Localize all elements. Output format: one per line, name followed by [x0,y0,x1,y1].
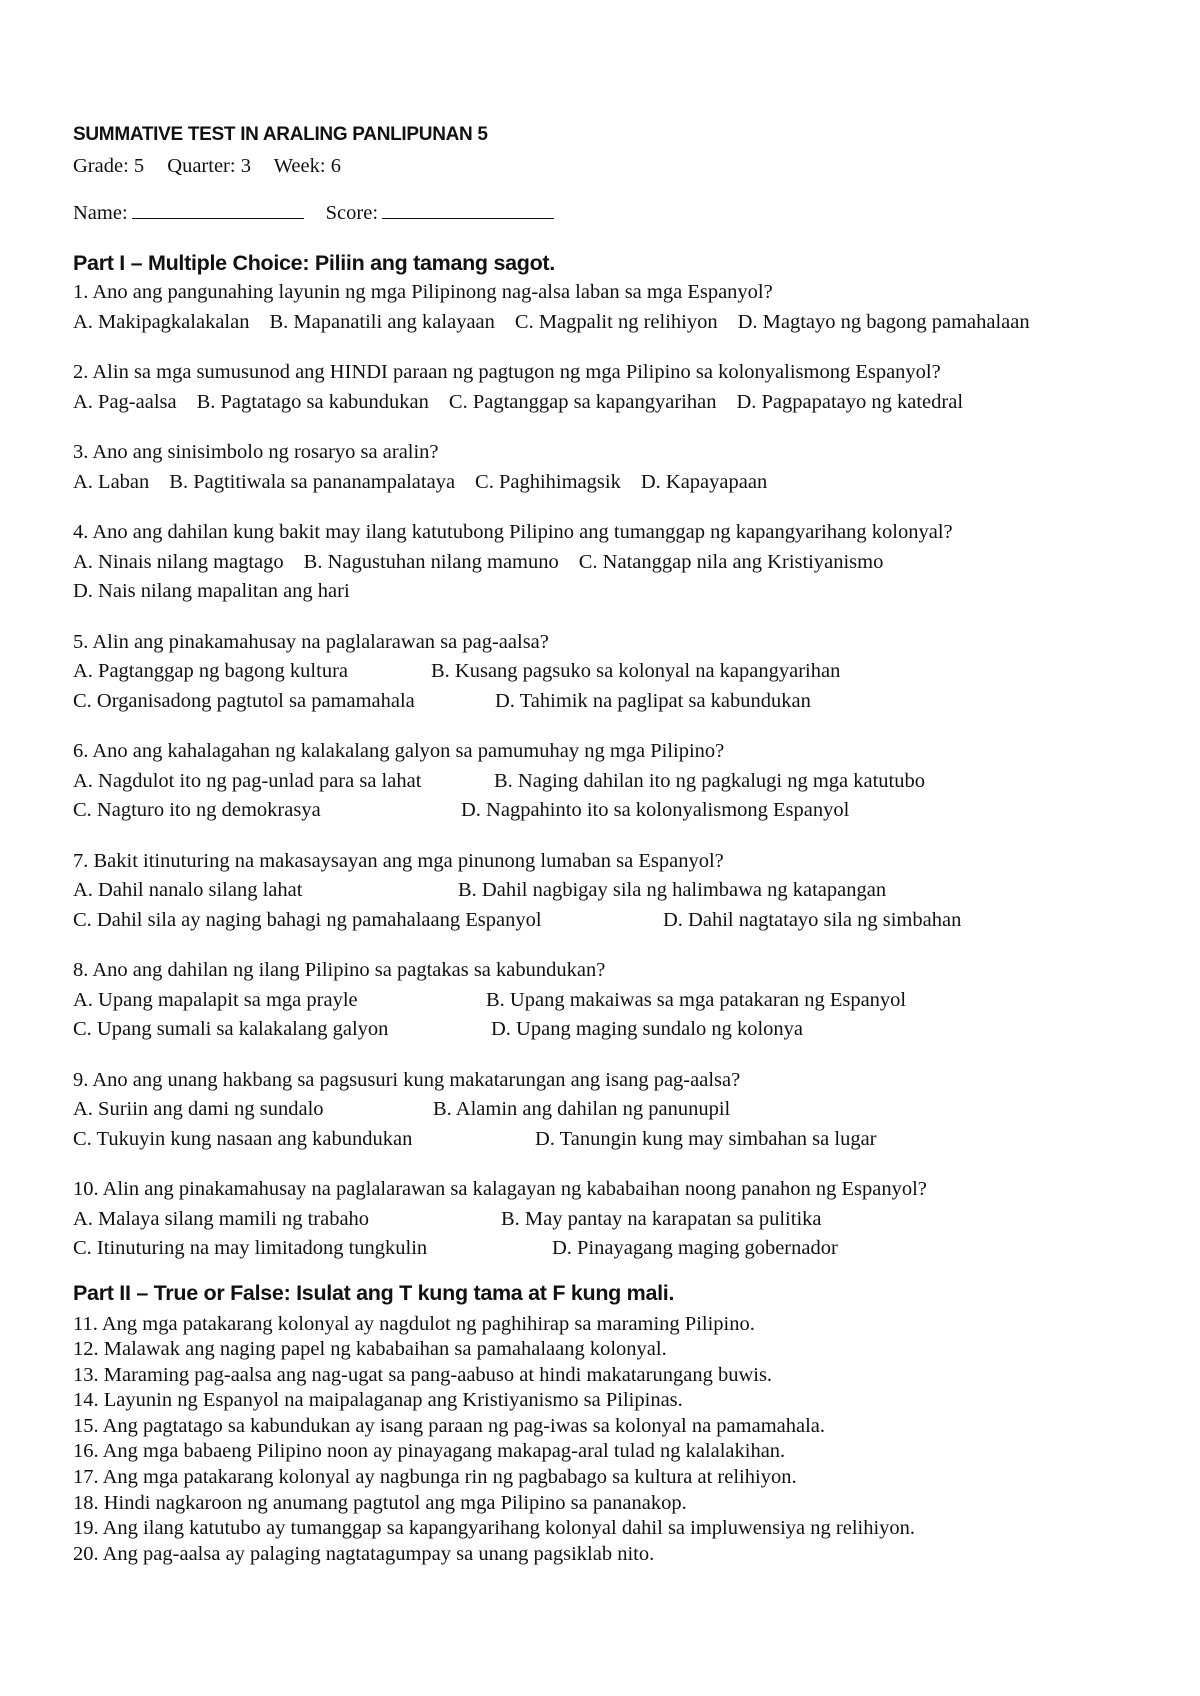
tf-item-19: 19. Ang ilang katutubo ay tumanggap sa kapangyarihang kolonyal dahil sa impluwensiya ng relihiyon. [73,1517,916,1540]
choice-a: A. Suriin ang dami ng sundalo [73,1098,324,1120]
test-title: SUMMATIVE TEST IN ARALING PANLIPUNAN 5 [73,124,488,145]
question-6 [73,737,1133,826]
question-text: 1. Ano ang pangunahing layunin ng mga Pilipinong nag-alsa laban sa mga Espanyol? [73,281,773,303]
choices-row-2 [73,1234,1133,1264]
question-5 [73,628,1133,717]
tf-item-11: 11. Ang mga patakarang kolonyal ay nagdulot ng paghihirap sa maraming Pilipino. [73,1312,755,1335]
choice-b: B. Alamin ang dahilan ng panunupil [433,1098,731,1120]
tf-item-15: 15. Ang pagtatago sa kabundukan ay isang paraan ng pag-iwas sa kolonyal na pamamahala. [73,1414,826,1437]
grade-label: Grade: 5 [73,155,145,177]
question-10 [73,1175,1133,1264]
question-2 [73,358,1133,417]
choice-a: A. Pag-aalsa [73,390,177,413]
choice-c: C. Nagturo ito ng demokrasya [73,799,321,821]
question-text: 5. Alin ang pinakamahusay na paglalarawan sa pag-aalsa? [73,630,549,653]
choice-b: B. Mapanatili ang kalayaan [269,310,495,333]
question-text: 8. Ano ang dahilan ng ilang Pilipino sa pagtakas sa kabundukan? [73,959,606,981]
choice-a: A. Laban [73,470,150,493]
choice-c: C. Itinuturing na may limitadong tungkulin [73,1237,428,1259]
multiple-choice-section [73,278,1133,1264]
choices [73,876,1133,906]
quarter-label: Quarter: 3 [167,155,251,177]
choice-a: A. Dahil nanalo silang lahat [73,879,303,901]
choice-b: B. Upang makaiwas sa mga patakaran ng Espanyol [486,988,907,1011]
choices [73,388,1133,418]
choices-row-2 [73,796,1133,826]
choice-c: C. Natanggap nila ang Kristiyanismo [578,550,884,573]
choice-d: D. Dahil nagtatayo sila ng simbahan [663,908,962,931]
choice-d: D. Pagpapatayo ng katedral [736,390,964,413]
tf-item-12: 12. Malawak ang naging papel ng kababaihan sa pamahalaang kolonyal. [73,1338,667,1361]
tf-item-13: 13. Maraming pag-aalsa ang nag-ugat sa pang-aabuso at hindi makatarungang buwis. [73,1363,773,1386]
choices [73,308,1133,338]
choice-c: C. Pagtanggap sa kapangyarihan [448,390,717,413]
choices-row-2 [73,1125,1133,1155]
question-text: 4. Ano ang dahilan kung bakit may ilang katutubong Pilipino ang tumanggap ng kapangyarihang kolonyal? [73,521,953,543]
tf-item-20: 20. Ang pag-aalsa ay palaging nagtatagumpay sa unang pagsiklab nito. [73,1542,655,1565]
choice-b: B. May pantay na karapatan sa pulitika [501,1207,822,1230]
tf-item-16: 16. Ang mga babaeng Pilipino noon ay pinayagang makapag-aral tulad ng kalalakihan. [73,1440,786,1463]
choice-b: B. Pagtatago sa kabundukan [196,390,429,413]
choice-c: C. Organisadong pagtutol sa pamamahala [73,689,415,712]
choice-a: A. Nagdulot ito ng pag-unlad para sa lahat [73,769,422,792]
tf-item-14: 14. Layunin ng Espanyol na maipalaganap ang Kristiyanismo sa Pilipinas. [73,1389,683,1412]
choices-row-2 [73,1015,1133,1045]
true-false-section [73,1312,1133,1568]
choices [73,548,1133,578]
choice-d: D. Kapayapaan [640,470,768,493]
question-text: 7. Bakit itinuturing na makasaysayan ang mga pinunong lumaban sa Espanyol? [73,849,724,872]
question-9 [73,1066,1133,1155]
part1-heading: Part I – Multiple Choice: Piliin ang tamang sagot. [73,251,555,275]
choices [73,986,1133,1016]
choice-b: B. Nagustuhan nilang mamuno [303,550,559,573]
choice-a: A. Pagtanggap ng bagong kultura [73,660,348,682]
tf-item-18: 18. Hindi nagkaroon ng anumang pagtutol ang mga Pilipino sa pananakop. [73,1491,687,1514]
question-text: 9. Ano ang unang hakbang sa pagsusuri kung makatarungan ang isang pag-aalsa? [73,1068,741,1091]
choice-d: D. Upang maging sundalo ng kolonya [491,1018,804,1040]
question-text: 3. Ano ang sinisimbolo ng rosaryo sa aralin? [73,441,439,463]
choices-row-2 [73,687,1133,717]
choice-d: D. Nais nilang mapalitan ang hari [73,580,350,602]
question-3 [73,438,1133,497]
choice-a: A. Ninais nilang magtago [73,550,284,573]
choice-d: D. Tahimik na paglipat sa kabundukan [495,689,811,712]
question-text: 2. Alin sa mga sumusunod ang HINDI paraan ng pagtugon ng mga Pilipino sa kolonyalismong Espanyol? [73,361,941,383]
choices-row-2 [73,906,1133,936]
choice-b: B. Dahil nagbigay sila ng halimbawa ng katapangan [458,879,887,901]
choice-d: D. Tanungin kung may simbahan sa lugar [535,1127,877,1150]
choice-c: C. Upang sumali sa kalakalang galyon [73,1018,389,1040]
test-meta [73,152,1133,180]
name-score-row [73,198,1133,226]
test-page [73,122,1133,1567]
score-label: Score: [325,202,379,224]
choice-c: C. Tukuyin kung nasaan ang kabundukan [73,1127,413,1150]
choice-d: D. Magtayo ng bagong pamahalaan [737,310,1030,333]
question-4 [73,518,1133,607]
choices [73,657,1133,687]
choice-a: A. Malaya silang mamili ng trabaho [73,1207,370,1230]
part2-heading: Part II – True or False: Isulat ang T kung tama at F kung mali. [73,1280,675,1305]
question-8 [73,956,1133,1045]
question-1 [73,278,1133,337]
choices [73,468,1133,498]
score-blank-line[interactable] [382,198,554,219]
choice-b: B. Kusang pagsuko sa kolonyal na kapangyarihan [431,660,841,682]
choice-d: D. Pinayagang maging gobernador [552,1237,838,1259]
choice-a: A. Upang mapalapit sa mga prayle [73,988,358,1011]
choice-a: A. Makipagkalakalan [73,310,250,333]
question-7 [73,847,1133,936]
choices [73,1205,1133,1235]
choice-b: B. Pagtitiwala sa pananampalataya [169,470,456,493]
name-label: Name: [73,202,128,224]
choice-b: B. Naging dahilan ito ng pagkalugi ng mga katutubo [494,769,926,792]
choice-c: C. Dahil sila ay naging bahagi ng pamahalaang Espanyol [73,908,542,931]
choices [73,767,1133,797]
question-text: 10. Alin ang pinakamahusay na paglalarawan sa kalagayan ng kababaihan noong panahon ng Espanyol? [73,1178,927,1200]
name-blank-line[interactable] [132,198,304,219]
choices [73,1095,1133,1125]
choice-c: C. Magpalit ng relihiyon [514,310,718,333]
week-label: Week: 6 [273,155,341,177]
tf-item-17: 17. Ang mga patakarang kolonyal ay nagbunga rin ng pagbabago sa kultura at relihiyon. [73,1466,797,1489]
question-text: 6. Ano ang kahalagahan ng kalakalang galyon sa pamumuhay ng mga Pilipino? [73,740,725,762]
choice-d: D. Nagpahinto ito sa kolonyalismong Espanyol [461,799,850,821]
choice-c: C. Paghihimagsik [475,470,621,493]
